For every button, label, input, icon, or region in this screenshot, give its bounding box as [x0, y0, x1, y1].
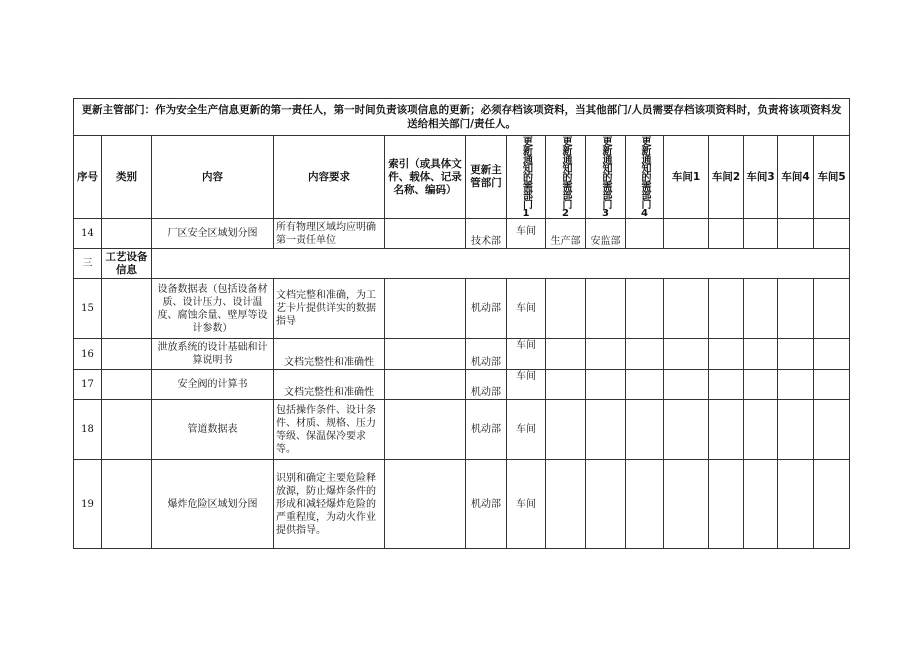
- section-number: 三: [74, 249, 102, 279]
- seq-cell: 14: [74, 219, 102, 249]
- table-row: [74, 400, 850, 460]
- section-spacer: [152, 249, 850, 279]
- table-row: [74, 219, 850, 249]
- workshop-2-cell: [709, 370, 744, 400]
- col-notify-1: [507, 136, 546, 219]
- col-seq: 序号: [74, 136, 102, 219]
- content-cell: 爆炸危险区域划分图: [152, 460, 274, 549]
- seq-cell: 17: [74, 370, 102, 400]
- notify-2-cell: [546, 460, 586, 549]
- notify-4-cell: [626, 460, 664, 549]
- seq-cell: 18: [74, 400, 102, 460]
- index-cell: [385, 339, 466, 370]
- index-cell: [385, 279, 466, 339]
- category-cell: [102, 219, 152, 249]
- notify-3-cell: [586, 400, 626, 460]
- notify-3-cell: [586, 339, 626, 370]
- category-cell: [102, 339, 152, 370]
- notify-3-cell: [586, 279, 626, 339]
- section-title: 工艺设备信息: [102, 249, 152, 279]
- notify-1-cell: 车间: [507, 339, 546, 370]
- workshop-5-cell: [814, 400, 850, 460]
- col-workshop-5: 车间5: [814, 136, 850, 219]
- notify-4-cell: [626, 219, 664, 249]
- notify-1-cell: 车间: [507, 370, 546, 400]
- workshop-5-cell: [814, 370, 850, 400]
- workshop-1-cell: [664, 460, 709, 549]
- notify-3-cell: 安监部: [586, 219, 626, 249]
- requirement-cell: 包括操作条件、设计条件、材质、规格、压力等级、保温保冷要求等。: [274, 400, 385, 460]
- seq-cell: 16: [74, 339, 102, 370]
- requirement-cell: 所有物理区域均应明确第一责任单位: [274, 219, 385, 249]
- notify-2-cell: [546, 279, 586, 339]
- requirement-cell: 文档完整性和准确性: [274, 370, 385, 400]
- workshop-3-cell: [744, 279, 778, 339]
- category-cell: [102, 460, 152, 549]
- notify-2-cell: [546, 400, 586, 460]
- dept-cell: 机动部: [466, 279, 507, 339]
- workshop-5-cell: [814, 279, 850, 339]
- notify-4-cell: [626, 400, 664, 460]
- notify-4-cell: [626, 339, 664, 370]
- workshop-4-cell: [778, 279, 814, 339]
- notify-2-cell: 生产部: [546, 219, 586, 249]
- col-category: 类别: [102, 136, 152, 219]
- section-row: [74, 249, 850, 279]
- workshop-4-cell: [778, 400, 814, 460]
- table-row: [74, 370, 850, 400]
- dept-cell: 机动部: [466, 460, 507, 549]
- category-cell: [102, 400, 152, 460]
- col-workshop-1: 车间1: [664, 136, 709, 219]
- index-cell: [385, 370, 466, 400]
- col-workshop-3: 车间3: [744, 136, 778, 219]
- workshop-2-cell: [709, 460, 744, 549]
- workshop-1-cell: [664, 400, 709, 460]
- index-cell: [385, 460, 466, 549]
- col-notify-1-label: 更新通知的需部门1: [520, 136, 532, 218]
- requirement-cell: 文档完整和准确，为工艺卡片提供详实的数据指导: [274, 279, 385, 339]
- notify-3-cell: [586, 460, 626, 549]
- content-cell: 泄放系统的设计基础和计算说明书: [152, 339, 274, 370]
- column-header-row: [74, 136, 850, 219]
- dept-cell: 机动部: [466, 370, 507, 400]
- workshop-4-cell: [778, 339, 814, 370]
- col-notify-2-label: 更新通知的需部门2: [560, 136, 571, 218]
- workshop-4-cell: [778, 460, 814, 549]
- notify-4-cell: [626, 279, 664, 339]
- workshop-3-cell: [744, 400, 778, 460]
- content-cell: 安全阀的计算书: [152, 370, 274, 400]
- workshop-4-cell: [778, 370, 814, 400]
- workshop-3-cell: [744, 219, 778, 249]
- workshop-5-cell: [814, 460, 850, 549]
- workshop-2-cell: [709, 400, 744, 460]
- workshop-1-cell: [664, 339, 709, 370]
- workshop-1-cell: [664, 279, 709, 339]
- index-cell: [385, 219, 466, 249]
- notify-1-cell: 车间: [507, 219, 546, 249]
- seq-cell: 19: [74, 460, 102, 549]
- seq-cell: 15: [74, 279, 102, 339]
- notify-2-cell: [546, 370, 586, 400]
- workshop-2-cell: [709, 339, 744, 370]
- workshop-1-cell: [664, 370, 709, 400]
- col-notify-3-label: 更新通知的需部门3: [600, 136, 611, 218]
- col-dept: 更新主管部门: [466, 136, 507, 219]
- dept-cell: 机动部: [466, 400, 507, 460]
- document-sheet: [73, 98, 849, 549]
- index-cell: [385, 400, 466, 460]
- workshop-3-cell: [744, 460, 778, 549]
- notify-1-cell: 车间: [507, 279, 546, 339]
- col-notify-4-label: 更新通知的需部门4: [639, 136, 650, 218]
- workshop-3-cell: [744, 339, 778, 370]
- col-workshop-4: 车间4: [778, 136, 814, 219]
- col-workshop-2: 车间2: [709, 136, 744, 219]
- col-content: 内容: [152, 136, 274, 219]
- safety-info-table: [73, 98, 850, 549]
- workshop-3-cell: [744, 370, 778, 400]
- notify-1-cell: 车间: [507, 460, 546, 549]
- workshop-5-cell: [814, 339, 850, 370]
- table-row: [74, 279, 850, 339]
- notify-1-cell: 车间: [507, 400, 546, 460]
- workshop-2-cell: [709, 219, 744, 249]
- notify-2-cell: [546, 339, 586, 370]
- header-note: 更新主管部门：作为安全生产信息更新的第一责任人，第一时间负责该项信息的更新；必须存档该项资料，当其他部门/人员需要存档该项资料时，负责将该项资料发送给相关部门/责任人。: [74, 99, 850, 136]
- content-cell: 厂区安全区域划分图: [152, 219, 274, 249]
- col-notify-4: [626, 136, 664, 219]
- workshop-5-cell: [814, 219, 850, 249]
- col-notify-3: [586, 136, 626, 219]
- col-notify-2: [546, 136, 586, 219]
- content-cell: 管道数据表: [152, 400, 274, 460]
- dept-cell: 机动部: [466, 339, 507, 370]
- workshop-1-cell: [664, 219, 709, 249]
- content-cell: 设备数据表（包括设备材质、设计压力、设计温度、腐蚀余量、壁厚等设计参数）: [152, 279, 274, 339]
- col-requirement: 内容要求: [274, 136, 385, 219]
- category-cell: [102, 370, 152, 400]
- category-cell: [102, 279, 152, 339]
- workshop-2-cell: [709, 279, 744, 339]
- dept-cell: 技术部: [466, 219, 507, 249]
- requirement-cell: 识别和确定主要危险释放源，防止爆炸条件的形成和减轻爆炸危险的严重程度，为动火作业提供指导。: [274, 460, 385, 549]
- workshop-4-cell: [778, 219, 814, 249]
- notify-3-cell: [586, 370, 626, 400]
- requirement-cell: 文档完整性和准确性: [274, 339, 385, 370]
- col-index: 索引（或具体文件、载体、记录名称、编码）: [385, 136, 466, 219]
- table-row: [74, 460, 850, 549]
- notify-4-cell: [626, 370, 664, 400]
- table-row: [74, 339, 850, 370]
